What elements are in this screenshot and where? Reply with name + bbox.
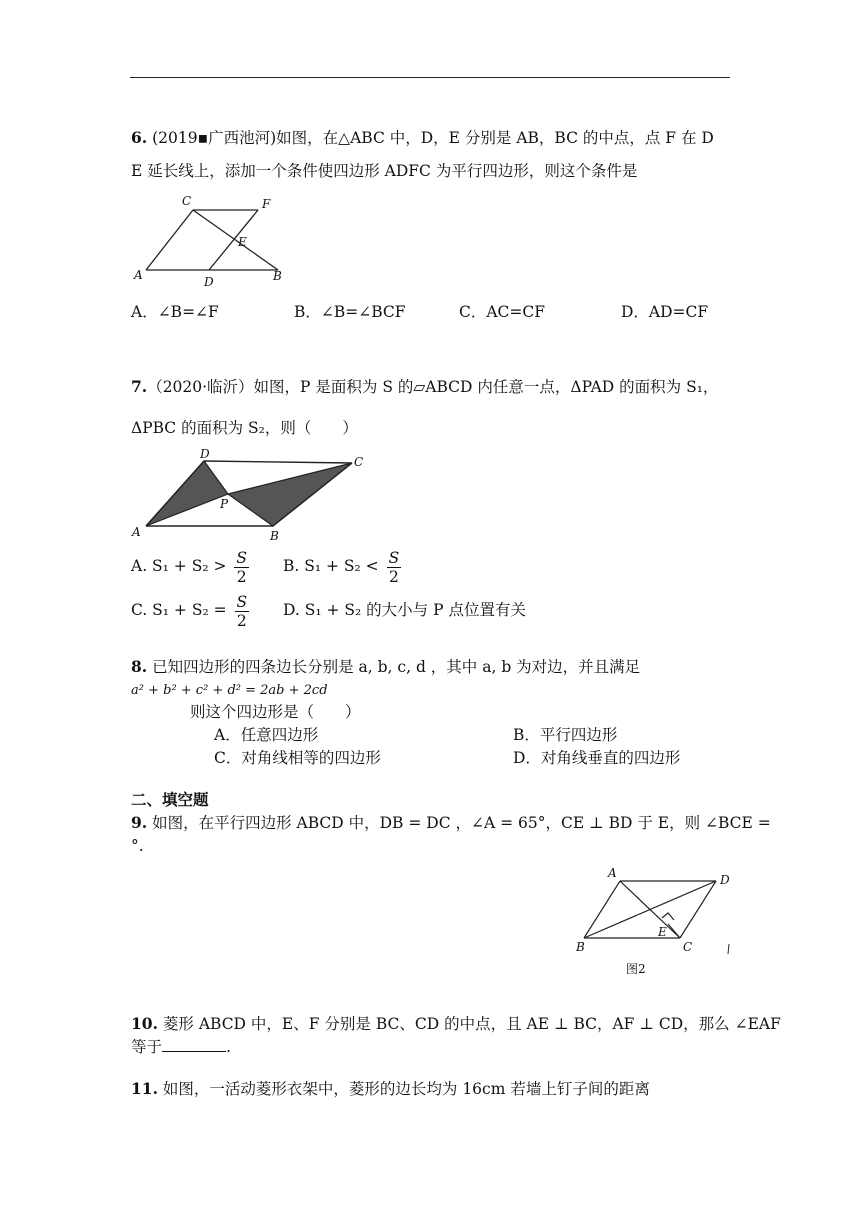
q10-answer-blank[interactable] [162, 1037, 226, 1052]
q7-option-a-frac-num: S [236, 548, 248, 567]
q8-line1 [131, 657, 640, 677]
q6-label-c: C [182, 194, 192, 208]
q6-option-a: A．∠B=∠F [131, 303, 219, 321]
q6-label-e: E [238, 235, 247, 249]
q9-text-1: 如图，在平行四边形 ABCD 中，DB = DC ，∠A = 65°，CE ⊥ BD 于 E，则 ∠BCE = [147, 814, 771, 832]
q7-option-b-text: B. S₁ + S₂ < [283, 557, 379, 575]
q7-option-a-frac-den: 2 [236, 567, 247, 586]
q9-label-c: C [683, 940, 693, 954]
q9-line1 [131, 813, 771, 833]
q8-line3: 则这个四边形是（ ） [190, 703, 361, 721]
q6-text-1: (2019▪广西池河)如图，在△ABC 中，D，E 分别是 AB，BC 的中点，点 F 在 D [147, 129, 714, 147]
q9-line2: °. [131, 837, 144, 855]
q7-option-a [131, 548, 249, 586]
q10-text-2: 等于 [131, 1038, 163, 1056]
q7-option-a-text: A. S₁ + S₂ > [131, 557, 227, 575]
q7-option-c-text: C. S₁ + S₂ = [131, 601, 227, 619]
q10-text-2-end: . [226, 1038, 231, 1056]
section-fill-in-title: 二、填空题 [131, 791, 209, 809]
q6-line1 [131, 128, 714, 148]
q10-line2 [131, 1037, 231, 1057]
q7-label-d: D [200, 448, 210, 461]
q6-label-a: A [134, 268, 143, 282]
q6-label-d: D [204, 275, 214, 289]
q6-option-c: C．AC=CF [459, 303, 546, 321]
q7-label-c: C [354, 455, 364, 469]
q10-line1 [131, 1014, 781, 1034]
q8-option-a: A．任意四边形 [214, 726, 319, 744]
q7-option-c-fraction [235, 593, 250, 630]
q8-number: 8. [131, 657, 148, 676]
q7-label-a: A [132, 525, 141, 539]
q8-option-d: D．对角线垂直的四边形 [513, 749, 681, 767]
q6-label-f: F [262, 197, 271, 211]
q9-label-b: B [576, 940, 585, 954]
q7-option-c-frac-num: S [236, 592, 248, 611]
q8-option-c: C．对角线相等的四边形 [214, 749, 381, 767]
q7-option-a-fraction [234, 549, 249, 586]
q10-text-1: 菱形 ABCD 中，E、F 分别是 BC、CD 的中点，且 AE ⊥ BC，AF ⊥ CD，那么 ∠EAF [157, 1015, 781, 1033]
q7-line2: ΔPBC 的面积为 S₂，则（ ） [131, 419, 358, 437]
q8-equation: a² + b² + c² + d² = 2ab + 2cd [131, 683, 328, 698]
q10-number: 10. [131, 1014, 158, 1033]
q7-option-b [283, 548, 401, 586]
q11-text-1: 如图，一活动菱形衣架中，菱形的边长均为 16cm 若墙上钉子间的距离 [157, 1080, 650, 1098]
q6-option-b: B．∠B=∠BCF [294, 303, 406, 321]
q7-option-b-fraction [387, 549, 402, 586]
q6-number: 6. [131, 128, 148, 147]
q7-number: 7. [131, 377, 148, 396]
header-rule [130, 77, 730, 78]
q7-label-b: B [270, 529, 279, 543]
q7-option-d: D. S₁ + S₂ 的大小与 P 点位置有关 [283, 601, 526, 619]
q7-figure [128, 448, 373, 544]
q8-text-1: 已知四边形的四条边长分别是 a, b, c, d ，其中 a, b 为对边，并且满足 [147, 658, 641, 676]
q6-label-b: B [273, 269, 282, 283]
q9-figure-caption: 图2 [626, 962, 646, 976]
q9-label-e: E [658, 925, 667, 939]
q11-number: 11. [131, 1079, 158, 1098]
q7-option-c-frac-den: 2 [236, 611, 247, 630]
q6-figure [128, 190, 298, 290]
q9-number: 9. [131, 813, 148, 832]
q7-option-c [131, 592, 249, 630]
q7-text-1: （2020·临沂）如图，P 是面积为 S 的▱ABCD 内任意一点，ΔPAD 的面积为 S₁， [147, 378, 719, 396]
q6-option-d: D．AD=CF [621, 303, 709, 321]
q7-option-b-frac-num: S [388, 548, 400, 567]
q7-line1 [131, 377, 718, 397]
q6-line2: E 延长线上，添加一个条件使四边形 ADFC 为平行四边形，则这个条件是 [131, 162, 638, 180]
q7-option-b-frac-den: 2 [388, 567, 399, 586]
q8-option-b: B．平行四边形 [513, 726, 618, 744]
q9-figure [568, 862, 734, 980]
q11-line1 [131, 1079, 650, 1099]
q9-label-a: A [608, 866, 617, 880]
q9-label-d: D [720, 873, 730, 887]
q7-label-p: P [220, 497, 229, 511]
